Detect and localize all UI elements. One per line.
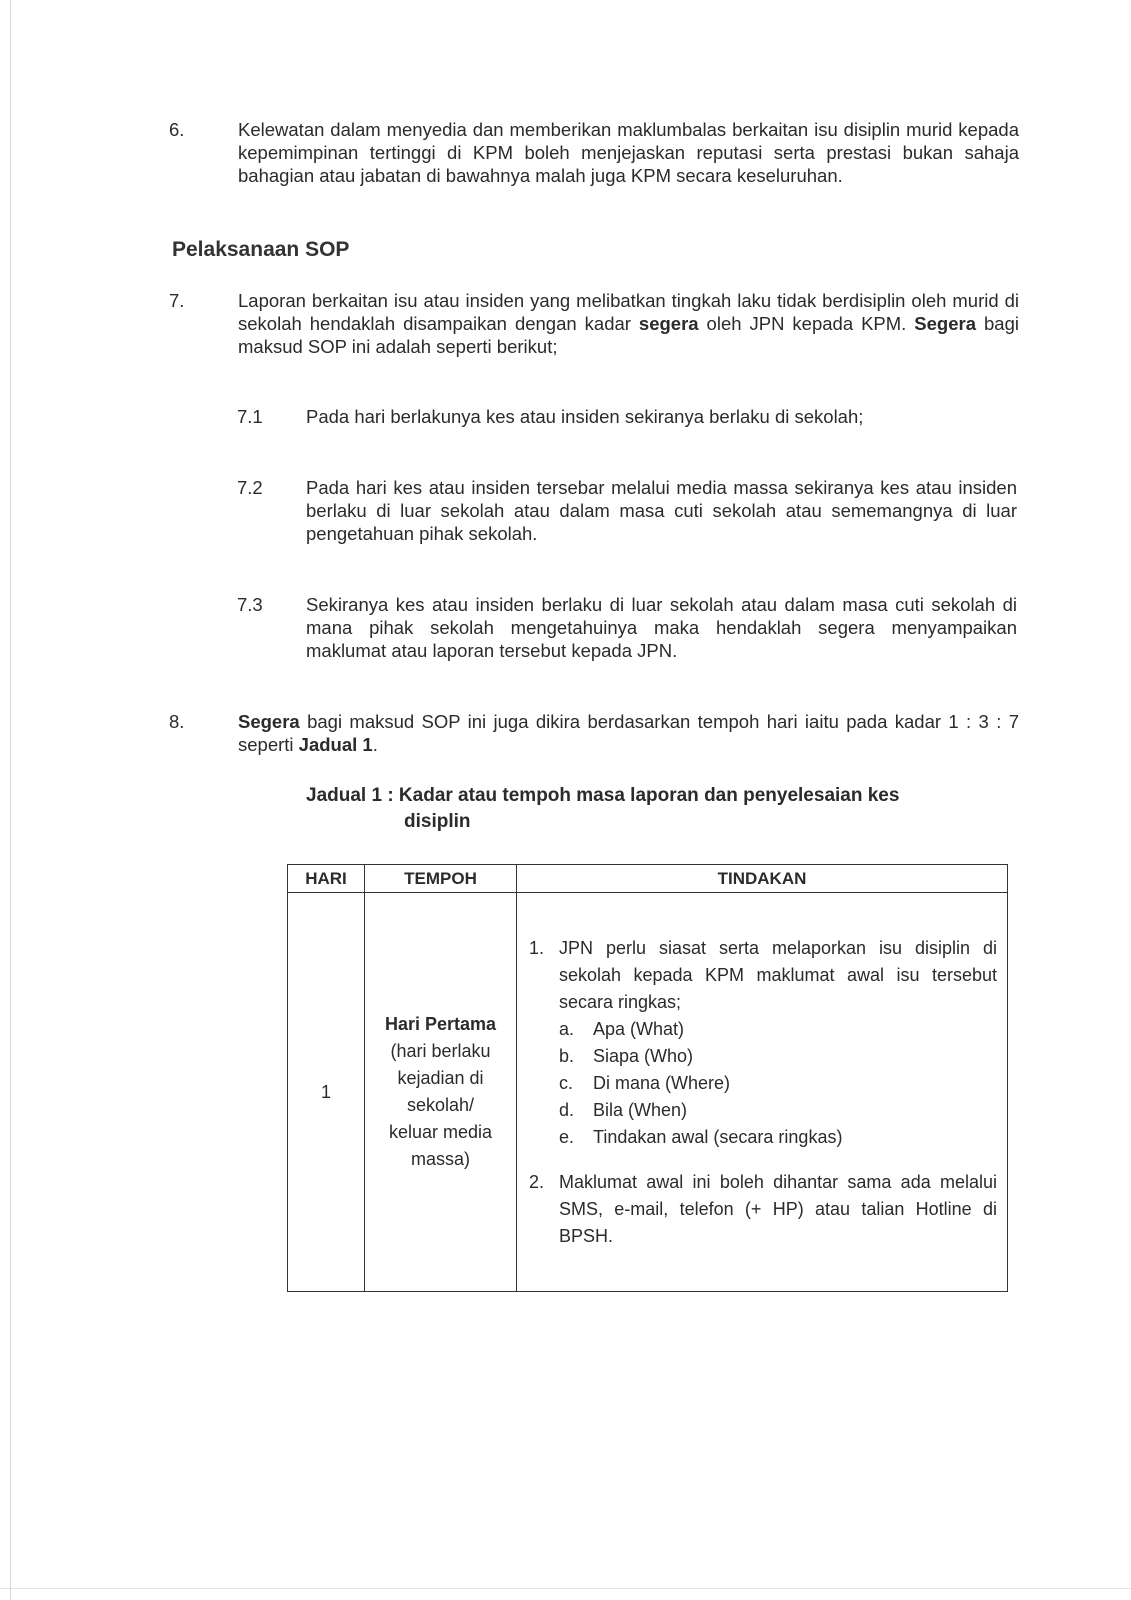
- cell-hari: 1: [288, 893, 365, 1292]
- sub-item-7-3: [237, 593, 1017, 662]
- sub-item-text: Pada hari kes atau insiden tersebar melalui media massa sekiranya kes atau insiden berlaku di luar sekolah atau dalam masa cuti sekolah atau sememangnya di luar pengetahuan pihak sekolah.: [306, 477, 1017, 544]
- tindakan-text: Maklumat awal ini boleh dihantar sama ada melalui SMS, e-mail, telefon (+ HP) atau talian Hotline di BPSH.: [559, 1171, 997, 1246]
- paragraph-number: 7.: [169, 290, 185, 311]
- page-edge: [10, 0, 11, 1600]
- sub-item-text: Sekiranya kes atau insiden berlaku di luar sekolah atau dalam masa cuti sekolah di mana pihak sekolah mengetahuinya maka hendaklah segera menyampaikan maklumat atau laporan tersebut kepada JPN.: [306, 594, 1017, 661]
- table-caption-line2: disiplin: [404, 811, 471, 832]
- header-hari: HARI: [288, 865, 365, 893]
- table-caption: [306, 783, 986, 835]
- table-caption-line1: Jadual 1 : Kadar atau tempoh masa laporan dan penyelesaian kes: [306, 785, 900, 806]
- jadual-table: [287, 864, 1008, 1292]
- tindakan-sub-point: c. Di mana (Where): [559, 1072, 731, 1093]
- paragraph-number: 6.: [169, 119, 185, 140]
- tindakan-item-2: [529, 1169, 997, 1250]
- tempoh-title: Hari Pertama: [384, 1014, 497, 1034]
- section-heading: Pelaksanaan SOP: [172, 238, 350, 261]
- sub-item-text: Pada hari berlakunya kes atau insiden sekiranya berlaku di sekolah;: [306, 406, 864, 427]
- tempoh-line: keluar media: [388, 1122, 493, 1142]
- paragraph-number: 8.: [169, 711, 185, 732]
- paragraph-6: [169, 118, 1019, 187]
- sub-item-number: 7.3: [237, 594, 263, 615]
- sub-item-7-1: [237, 405, 1017, 428]
- paragraph-7: [169, 289, 1019, 358]
- tindakan-number: 1.: [529, 937, 545, 958]
- paragraph-text: Laporan berkaitan isu atau insiden yang melibatkan tingkah laku tidak berdisiplin oleh murid di sekolah hendaklah disampaikan dengan kadar segera oleh JPN kepada KPM. Segera bagi maksud SOP ini adalah seperti berikut;: [238, 290, 1019, 357]
- tindakan-item-1: [529, 935, 997, 1151]
- sub-item-number: 7.1: [237, 406, 263, 427]
- tempoh-line: kejadian di: [397, 1068, 484, 1088]
- header-tindakan: TINDAKAN: [517, 865, 1008, 893]
- paragraph-8: [169, 710, 1019, 756]
- sub-item-7-2: [237, 476, 1017, 545]
- table-row: [288, 893, 1008, 1292]
- tindakan-sub-point: d. Bila (When): [559, 1099, 688, 1120]
- cell-tindakan: [517, 893, 1008, 1292]
- table-header-row: [288, 865, 1008, 893]
- paragraph-text: Kelewatan dalam menyedia dan memberikan maklumbalas berkaitan isu disiplin murid kepada kepemimpinan tertinggi di KPM boleh menjejaskan reputasi serta prestasi bukan sahaja bahagian atau jabatan di bawahnya malah juga KPM secara keseluruhan.: [238, 119, 1019, 186]
- sub-item-number: 7.2: [237, 477, 263, 498]
- tempoh-line: (hari berlaku: [390, 1041, 491, 1061]
- cell-tempoh: [365, 893, 517, 1292]
- paragraph-text: Segera bagi maksud SOP ini juga dikira berdasarkan tempoh hari iaitu pada kadar 1 : 3 : 7 seperti Jadual 1.: [238, 711, 1019, 755]
- tindakan-sub-point: e. Tindakan awal (secara ringkas): [559, 1126, 843, 1147]
- tindakan-text: JPN perlu siasat serta melaporkan isu disiplin di sekolah kepada KPM maklumat awal isu tersebut secara ringkas;: [559, 937, 997, 1012]
- page-edge-bottom: [0, 1588, 1131, 1589]
- spacer: [529, 1151, 997, 1169]
- tindakan-number: 2.: [529, 1171, 545, 1192]
- tindakan-sub-point: b. Siapa (Who): [559, 1045, 694, 1066]
- header-tempoh: TEMPOH: [365, 865, 517, 893]
- tempoh-line: sekolah/: [406, 1095, 475, 1115]
- tindakan-sub-point: a. Apa (What): [559, 1018, 685, 1039]
- tempoh-line: massa): [410, 1149, 470, 1169]
